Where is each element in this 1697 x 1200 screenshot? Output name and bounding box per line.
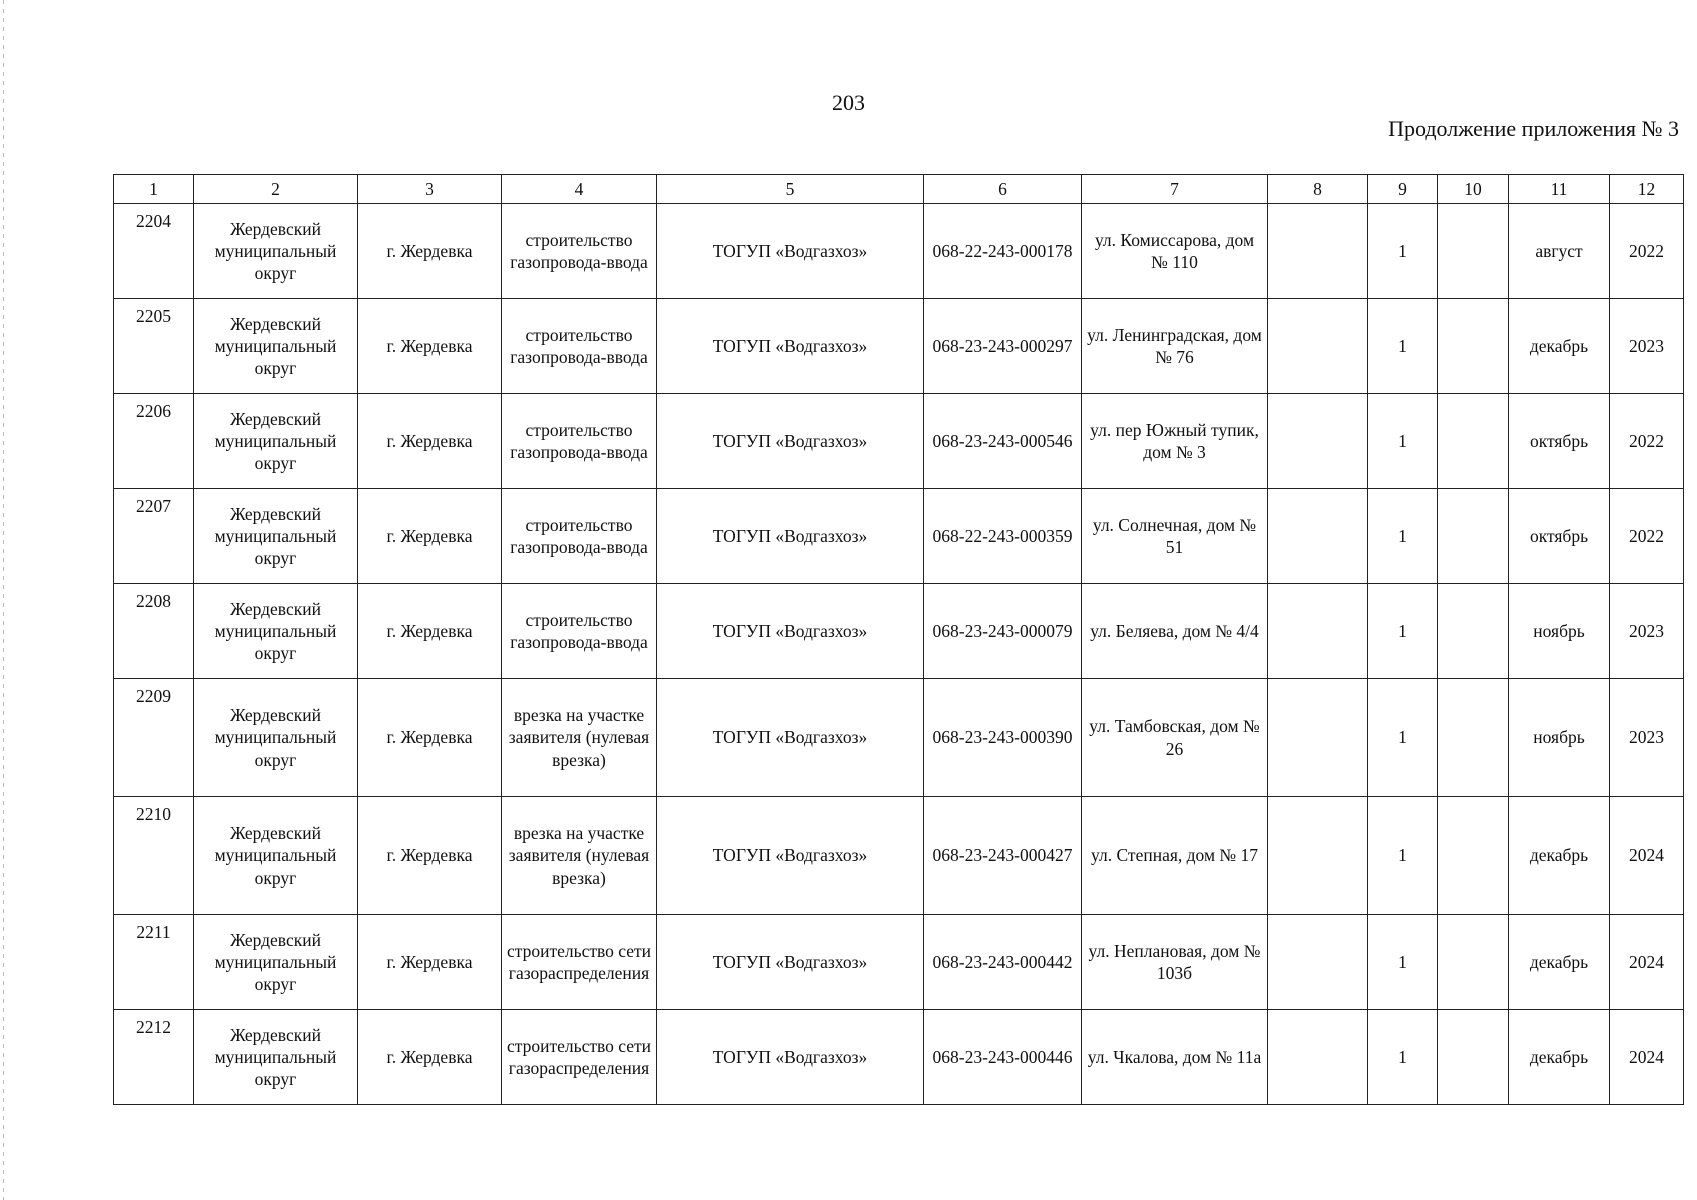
- code-cell: 068-23-243-000390: [924, 679, 1082, 797]
- column-header: 5: [657, 175, 924, 204]
- code-cell: 068-23-243-000427: [924, 797, 1082, 915]
- work-type-cell: строительство газопровода-ввода: [502, 394, 657, 489]
- work-type-cell: строительство газопровода-ввода: [502, 204, 657, 299]
- district-cell: Жердевский муниципальный округ: [194, 489, 358, 584]
- row-number: 2207: [114, 489, 194, 584]
- district-cell: Жердевский муниципальный округ: [194, 1010, 358, 1105]
- year-cell: 2024: [1610, 797, 1684, 915]
- code-cell: 068-22-243-000359: [924, 489, 1082, 584]
- month-cell: октябрь: [1509, 394, 1610, 489]
- year-cell: 2023: [1610, 584, 1684, 679]
- row-number: 2209: [114, 679, 194, 797]
- locality-cell: г. Жердевка: [358, 489, 502, 584]
- column-10-cell: [1438, 204, 1509, 299]
- quantity-cell: 1: [1368, 584, 1438, 679]
- locality-cell: г. Жердевка: [358, 797, 502, 915]
- column-header: 6: [924, 175, 1082, 204]
- locality-cell: г. Жердевка: [358, 679, 502, 797]
- district-cell: Жердевский муниципальный округ: [194, 797, 358, 915]
- column-header: 1: [114, 175, 194, 204]
- table-row: [114, 679, 1684, 797]
- month-cell: декабрь: [1509, 915, 1610, 1010]
- month-cell: декабрь: [1509, 299, 1610, 394]
- table-row: [114, 489, 1684, 584]
- table-row: [114, 204, 1684, 299]
- row-number: 2208: [114, 584, 194, 679]
- code-cell: 068-22-243-000178: [924, 204, 1082, 299]
- locality-cell: г. Жердевка: [358, 299, 502, 394]
- column-header: 9: [1368, 175, 1438, 204]
- column-10-cell: [1438, 394, 1509, 489]
- organization-cell: ТОГУП «Водгазхоз»: [657, 797, 924, 915]
- row-number: 2210: [114, 797, 194, 915]
- column-10-cell: [1438, 489, 1509, 584]
- code-cell: 068-23-243-000297: [924, 299, 1082, 394]
- address-cell: ул. Чкалова, дом № 11а: [1082, 1010, 1268, 1105]
- column-8-cell: [1268, 797, 1368, 915]
- page-number: 203: [832, 90, 865, 115]
- quantity-cell: 1: [1368, 299, 1438, 394]
- organization-cell: ТОГУП «Водгазхоз»: [657, 584, 924, 679]
- gas-connection-table: [113, 174, 1684, 1105]
- column-10-cell: [1438, 679, 1509, 797]
- row-number: 2206: [114, 394, 194, 489]
- year-cell: 2023: [1610, 299, 1684, 394]
- address-cell: ул. Солнечная, дом № 51: [1082, 489, 1268, 584]
- address-cell: ул. Беляева, дом № 4/4: [1082, 584, 1268, 679]
- quantity-cell: 1: [1368, 489, 1438, 584]
- organization-cell: ТОГУП «Водгазхоз»: [657, 204, 924, 299]
- column-10-cell: [1438, 797, 1509, 915]
- row-number: 2205: [114, 299, 194, 394]
- month-cell: октябрь: [1509, 489, 1610, 584]
- month-cell: ноябрь: [1509, 584, 1610, 679]
- row-number: 2211: [114, 915, 194, 1010]
- district-cell: Жердевский муниципальный округ: [194, 394, 358, 489]
- organization-cell: ТОГУП «Водгазхоз»: [657, 299, 924, 394]
- header-row: [114, 175, 1684, 204]
- district-cell: Жердевский муниципальный округ: [194, 915, 358, 1010]
- column-10-cell: [1438, 299, 1509, 394]
- month-cell: ноябрь: [1509, 679, 1610, 797]
- column-8-cell: [1268, 679, 1368, 797]
- column-8-cell: [1268, 204, 1368, 299]
- address-cell: ул. Ленинградская, дом № 76: [1082, 299, 1268, 394]
- year-cell: 2022: [1610, 489, 1684, 584]
- locality-cell: г. Жердевка: [358, 204, 502, 299]
- column-8-cell: [1268, 915, 1368, 1010]
- year-cell: 2022: [1610, 204, 1684, 299]
- work-type-cell: врезка на участке заявителя (нулевая врезка): [502, 797, 657, 915]
- table-row: [114, 584, 1684, 679]
- column-header: 3: [358, 175, 502, 204]
- quantity-cell: 1: [1368, 915, 1438, 1010]
- column-10-cell: [1438, 584, 1509, 679]
- month-cell: декабрь: [1509, 1010, 1610, 1105]
- column-header: 10: [1438, 175, 1509, 204]
- quantity-cell: 1: [1368, 394, 1438, 489]
- district-cell: Жердевский муниципальный округ: [194, 584, 358, 679]
- address-cell: ул. Комиссарова, дом № 110: [1082, 204, 1268, 299]
- row-number: 2212: [114, 1010, 194, 1105]
- column-8-cell: [1268, 394, 1368, 489]
- column-header: 7: [1082, 175, 1268, 204]
- organization-cell: ТОГУП «Водгазхоз»: [657, 489, 924, 584]
- district-cell: Жердевский муниципальный округ: [194, 299, 358, 394]
- work-type-cell: строительство сети газораспределения: [502, 915, 657, 1010]
- column-header: 8: [1268, 175, 1368, 204]
- column-header: 2: [194, 175, 358, 204]
- quantity-cell: 1: [1368, 204, 1438, 299]
- address-cell: ул. Неплановая, дом № 103б: [1082, 915, 1268, 1010]
- column-8-cell: [1268, 299, 1368, 394]
- district-cell: Жердевский муниципальный округ: [194, 679, 358, 797]
- column-header: 4: [502, 175, 657, 204]
- appendix-note: Продолжение приложения № 3: [1388, 116, 1679, 141]
- month-cell: декабрь: [1509, 797, 1610, 915]
- locality-cell: г. Жердевка: [358, 1010, 502, 1105]
- year-cell: 2024: [1610, 915, 1684, 1010]
- address-cell: ул. Тамбовская, дом № 26: [1082, 679, 1268, 797]
- quantity-cell: 1: [1368, 679, 1438, 797]
- quantity-cell: 1: [1368, 797, 1438, 915]
- table-row: [114, 394, 1684, 489]
- column-header: 12: [1610, 175, 1684, 204]
- organization-cell: ТОГУП «Водгазхоз»: [657, 915, 924, 1010]
- scan-edge-mark: [3, 0, 4, 1200]
- quantity-cell: 1: [1368, 1010, 1438, 1105]
- table-row: [114, 915, 1684, 1010]
- organization-cell: ТОГУП «Водгазхоз»: [657, 679, 924, 797]
- address-cell: ул. пер Южный тупик, дом № 3: [1082, 394, 1268, 489]
- address-cell: ул. Степная, дом № 17: [1082, 797, 1268, 915]
- code-cell: 068-23-243-000546: [924, 394, 1082, 489]
- work-type-cell: строительство газопровода-ввода: [502, 299, 657, 394]
- district-cell: Жердевский муниципальный округ: [194, 204, 358, 299]
- column-header: 11: [1509, 175, 1610, 204]
- column-8-cell: [1268, 1010, 1368, 1105]
- year-cell: 2022: [1610, 394, 1684, 489]
- work-type-cell: строительство газопровода-ввода: [502, 489, 657, 584]
- work-type-cell: строительство газопровода-ввода: [502, 584, 657, 679]
- column-8-cell: [1268, 489, 1368, 584]
- row-number: 2204: [114, 204, 194, 299]
- table-row: [114, 1010, 1684, 1105]
- organization-cell: ТОГУП «Водгазхоз»: [657, 394, 924, 489]
- code-cell: 068-23-243-000442: [924, 915, 1082, 1010]
- locality-cell: г. Жердевка: [358, 394, 502, 489]
- column-8-cell: [1268, 584, 1368, 679]
- month-cell: август: [1509, 204, 1610, 299]
- organization-cell: ТОГУП «Водгазхоз»: [657, 1010, 924, 1105]
- year-cell: 2023: [1610, 679, 1684, 797]
- code-cell: 068-23-243-000079: [924, 584, 1082, 679]
- column-10-cell: [1438, 915, 1509, 1010]
- table-row: [114, 299, 1684, 394]
- year-cell: 2024: [1610, 1010, 1684, 1105]
- code-cell: 068-23-243-000446: [924, 1010, 1082, 1105]
- column-10-cell: [1438, 1010, 1509, 1105]
- work-type-cell: врезка на участке заявителя (нулевая врезка): [502, 679, 657, 797]
- table-row: [114, 797, 1684, 915]
- locality-cell: г. Жердевка: [358, 915, 502, 1010]
- locality-cell: г. Жердевка: [358, 584, 502, 679]
- work-type-cell: строительство сети газораспределения: [502, 1010, 657, 1105]
